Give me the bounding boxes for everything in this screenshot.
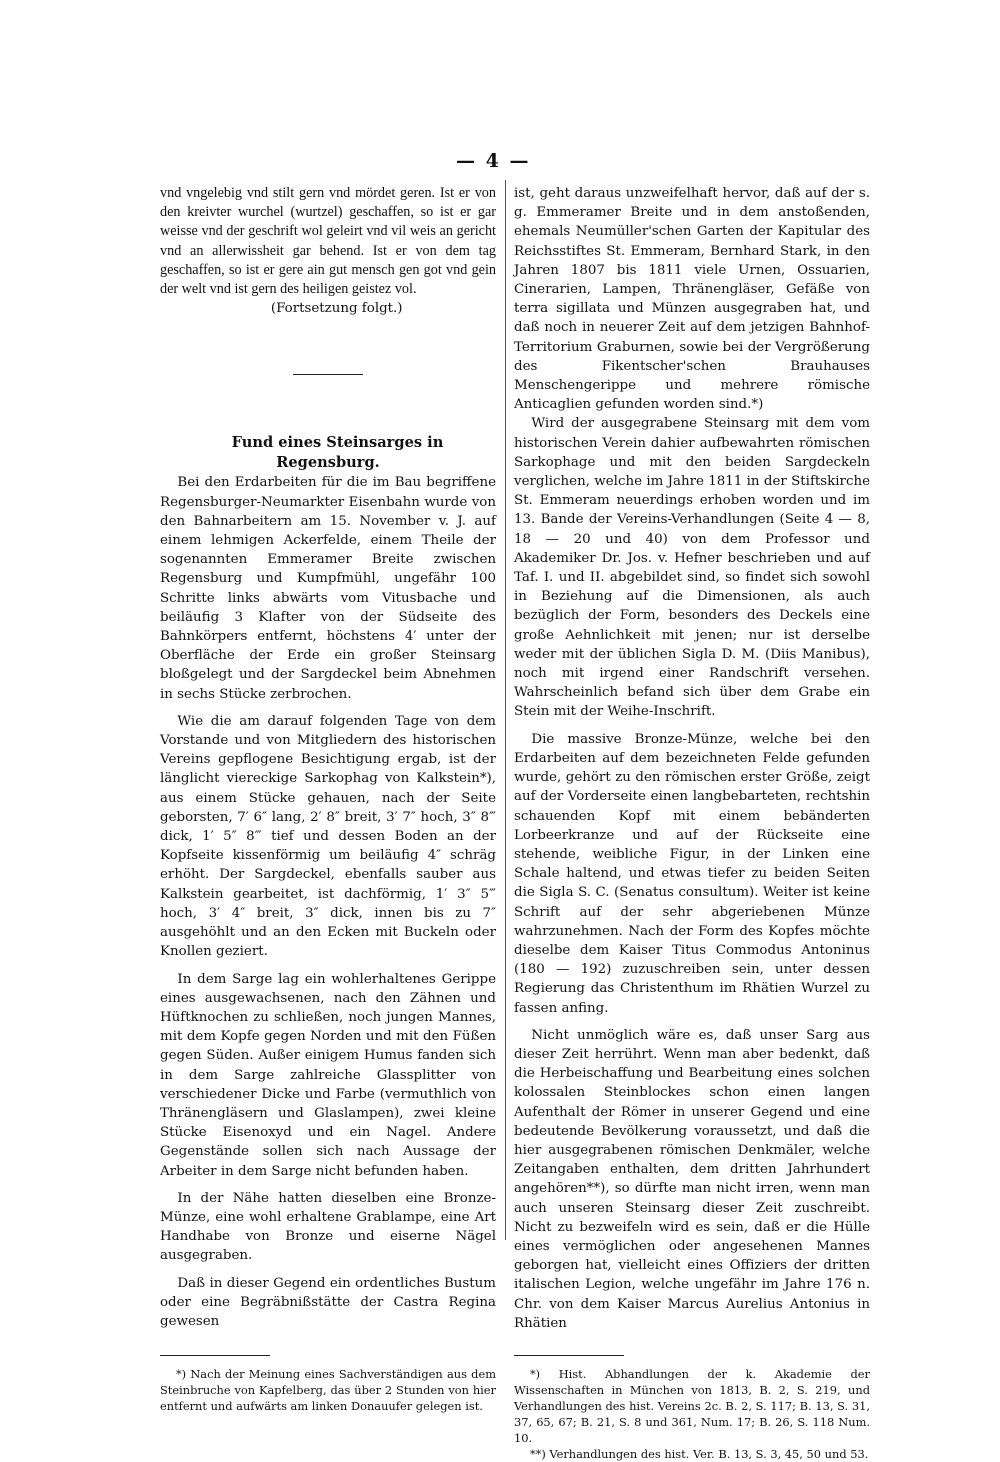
section-title: Fund eines Steinsarges in Regensburg. (231, 434, 444, 472)
left-column (160, 184, 496, 1414)
footnote-rule (160, 1355, 270, 1356)
footnote-rule (514, 1355, 624, 1356)
footnote: *) Hist. Abhandlungen der k. Akademie der Wissenschaften in München von 1813, B. 2, S. 219, und Verhandlungen des hist. Vereins 2c. B. 2, S. 117; B. 13, S. 31, 37, 65, 67; B. 21, S. 8 und 361, Num. 17; B. 26, S. 118 Num. 10. (514, 1366, 870, 1445)
right-column (514, 184, 870, 1462)
paragraph: Bei den Erdarbeiten für die im Bau begriffene Regensburger-Neumarkter Eisenbahn wurde von den Bahnarbeitern am 15. November v. J. auf einem lehmigen Ackerfelde, einem Theile der sogenannten Emmeramer Breite zwischen Regensburg und Kumpfmühl, ungefähr 100 Schritte links abwärts vom Vitusbache und beiläufig 3 Klafter von der Südseite des Bahnkörpers entfernt, höchstens 4′ unter der Oberfläche der Erde ein großer Steinsarg bloßgelegt und der Sargdeckel beim Abnehmen in sechs Stücke zerbrochen. (160, 475, 496, 702)
continued-text: vnd vngelebig vnd stilt gern vnd mördet geren. Ist er von den kreivter wurchel (wurtzel) geschaffen, so ist er gar weisse vnd der geschrift wol geleirt vnd vil weis an gericht vnd an allerwissheit gar behend. Ist er von dem tag geschaffen, so ist er gere ain gut mensch gen got vnd gein der welt vnd ist gern des heiligen geistez vol. (160, 185, 496, 298)
page-number: — 4 — (456, 150, 531, 172)
paragraph: In der Nähe hatten dieselben eine Bronze-Münze, eine wohl erhaltene Grablampe, eine Art Handhabe von Bronze und eiserne Nägel ausgegraben. (160, 1190, 496, 1264)
paragraph: ist, geht daraus unzweifelhaft hervor, daß auf der s. g. Emmeramer Breite und in dem anstoßenden, ehemals Neumüller'schen Garten der Kapitular des Reichsstiftes St. Emmeram, Bernhard Stark, in den Jahren 1807 bis 1811 viele Urnen, Ossuarien, Cinerarien, Lampen, Thränengläser, Gefäße von terra sigillata und Münzen ausgegraben hat, und daß noch in neuerer Zeit auf dem jetzigen Bahnhof-Territorium Graburnen, sowie bei der Vergrößerung des Fikentscher'schen Brauhauses Menschengerippe und mehrere römische Anticaglien gefunden worden sind.*) (514, 186, 870, 413)
paragraph: Wie die am darauf folgenden Tage von dem Vorstande und von Mitgliedern des historischen Vereins gepflogene Besichtigung ergab, ist der länglicht viereckige Sarkophag von Kalkstein*), aus einem Stücke gehauen, nach der Seite geborsten, 7′ 6″ lang, 2′ 8″ breit, 3′ 7″ hoch, 3″ 8‴ dick, 1′ 5″ 8‴ tief und dessen Boden an der Kopfseite kissenförmig um beiläufig 4″ schräg erhöht. Der Sargdeckel, ebenfalls sauber aus Kalkstein gearbeitet, ist dachförmig, 1′ 3″ 5‴ hoch, 3′ 4″ breit, 3″ dick, innen bis zu 7″ ausgehöhlt und an den Ecken mit Buckeln oder Knollen geziert. (160, 713, 496, 960)
footnote: **) Verhandlungen des hist. Ver. B. 13, S. 3, 45, 50 und 53. (529, 1446, 869, 1461)
paragraph: Daß in dieser Gegend ein ordentliches Bustum oder eine Begräbnißstätte der Castra Regina gewesen (160, 1275, 496, 1329)
paragraph: In dem Sarge lag ein wohlerhaltenes Gerippe eines ausgewachsenen, nach den Zähnen und Hüftknochen zu schließen, noch jungen Mannes, mit dem Kopfe gegen Norden und mit den Füßen gegen Süden. Außer einigem Humus fanden sich in dem Sarge zahlreiche Glassplitter von verschiedener Dicke und Farbe (vermuthlich von Thränengläsern und Glaslampen), zwei kleine Stücke Eisenoxyd und ein Nagel. Andere Gegenstände sollen sich nach Aussage der Arbeiter in dem Sarge nicht befunden haben. (160, 971, 496, 1179)
paragraph: Wird der ausgegrabene Steinsarg mit dem vom historischen Verein dahier aufbewahrten römischen Sarkophage und mit den beiden Sargdeckeln verglichen, welche im Jahre 1811 in der Stiftskirche St. Emmeram neuerdings erhoben worden und im 13. Bande der Vereins-Verhandlungen (Seite 4 — 8, 18 — 20 und 40) von dem Professor und Akademiker Dr. Jos. v. Hefner beschrieben und auf Taf. I. und II. abgebildet sind, so findet sich sowohl in Beziehung auf die Dimensionen, als auch bezüglich der Form, besonders des Deckels eine große Aehnlichkeit mit jenen; nur ist derselbe weder mit der üblichen Sigla D. M. (Diis Manibus), noch mit irgend einer Randschrift versehen. Wahrscheinlich befand sich über dem Grabe ein Stein mit der Weihe-Inschrift. (514, 416, 870, 720)
paragraph: Nicht unmöglich wäre es, daß unser Sarg aus dieser Zeit herrührt. Wenn man aber bedenkt, daß die Herbeischaffung und Bearbeitung eines solchen kolossalen Steinblockes schon einen langen Aufenthalt der Römer in unserer Gegend und eine bedeutende Bevölkerung voraussetzt, und daß die hier ausgegrabenen römischen Denkmäler, welche Zeitangaben enthalten, dem dritten Jahrhundert angehören**), so dürfte man nicht irren, wenn man auch unseren Steinsarg dieser Zeit zuschreibt. Nicht zu bezweifeln wird es sein, daß er die Hülle eines vermöglichen oder angesehenen Mannes geborgen hat, vielleicht eines Offiziers der dritten italischen Legion, welche ungefähr im Jahre 176 n. Chr. von dem Kaiser Marcus Aurelius Antonius in Rhätien (514, 1027, 870, 1331)
footnotes (160, 1366, 496, 1414)
paragraph: Die massive Bronze-Münze, welche bei den Erdarbeiten auf dem bezeichneten Felde gefunden wurde, gehört zu den römischen erster Größe, zeigt auf der Vorderseite einen langbebarteten, rechtshin schauenden Kopf mit einem bebänderten Lorbeerkranze und auf der Rückseite eine stehende, weibliche Figur, in der Linken eine Schale haltend, und etwas tiefer zu beiden Seiten die Sigla S. C. (Senatus consultum). Weiter ist keine Schrift auf der sehr abgeriebenen Münze wahrzunehmen. Nach der Form des Kopfes möchte dieselbe dem Kaiser Titus Commodus Antoninus (180 — 192) zuzuschreiben sein, unter dessen Regierung das Christenthum im Rhätien Wurzel zu fassen anfing. (514, 731, 870, 1016)
column-divider (505, 180, 506, 1240)
footnote: *) Nach der Meinung eines Sachverständigen aus dem Steinbruche von Kapfelberg, das über 2 Stunden von hier entfernt und aufwärts am linken Donauufer gelegen ist. (160, 1367, 496, 1414)
section-divider (293, 374, 363, 375)
continuation-note: (Fortsetzung folgt.) (270, 301, 403, 317)
